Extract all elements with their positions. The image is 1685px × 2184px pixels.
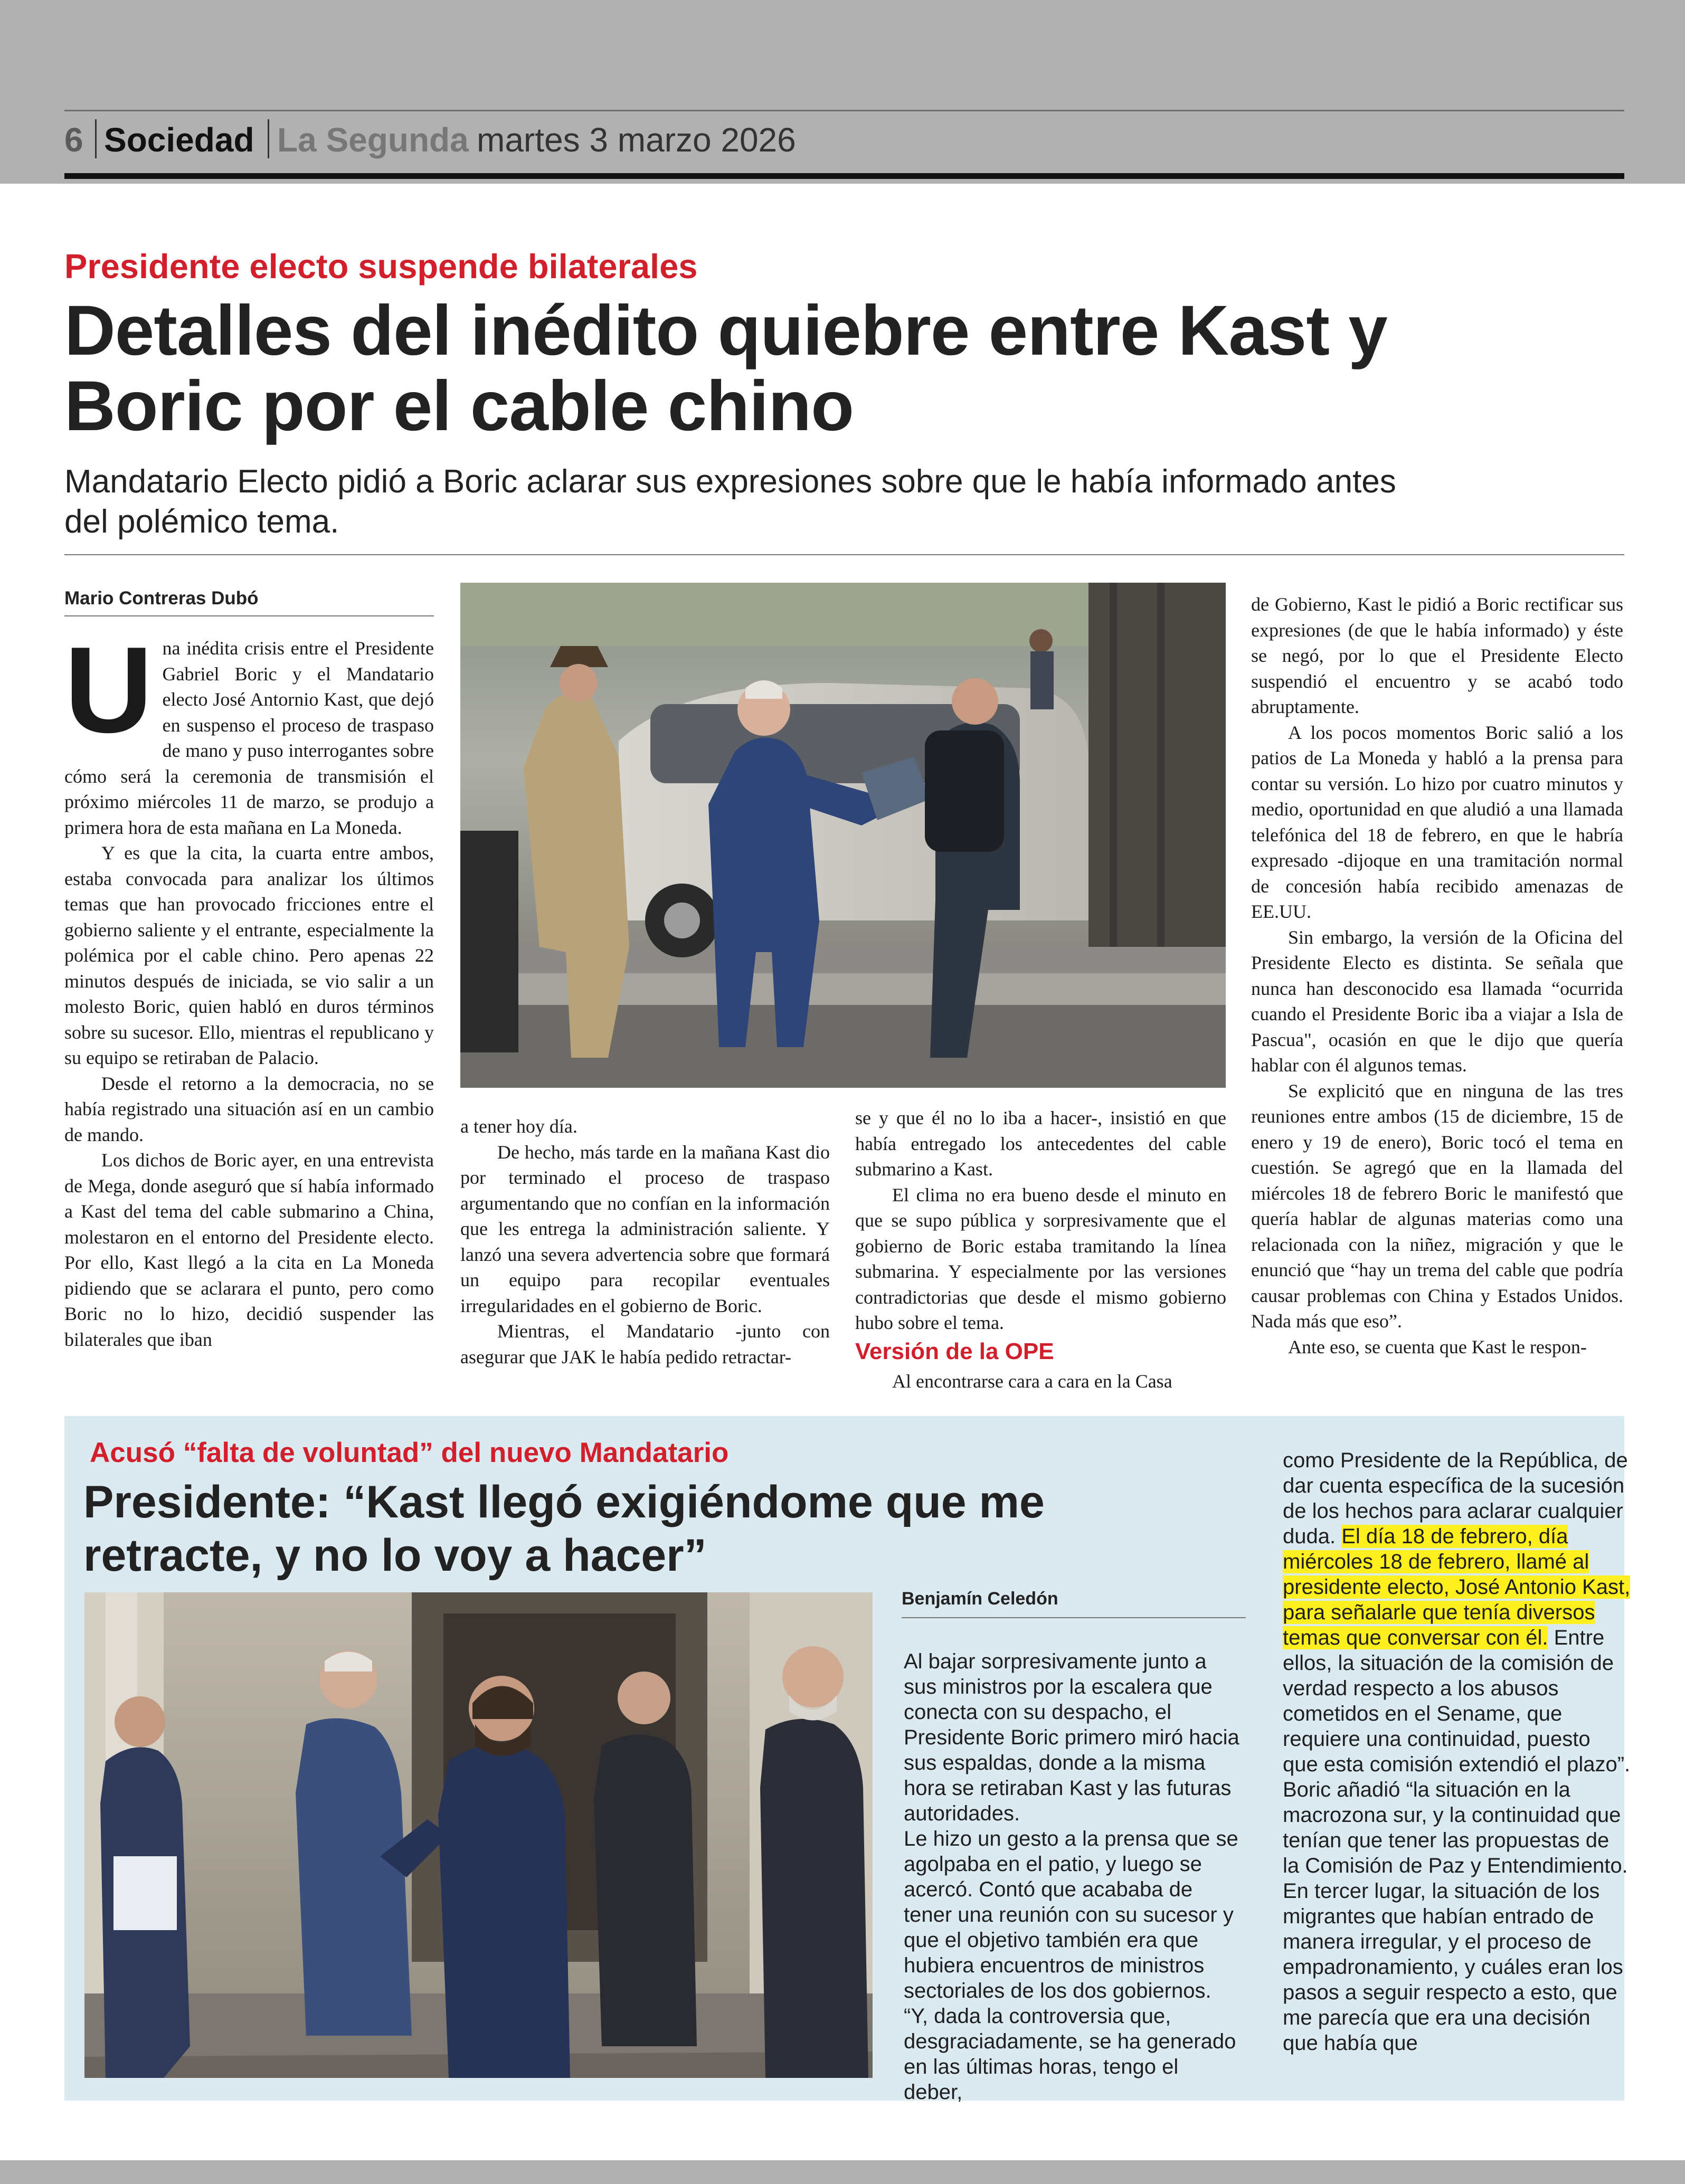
paragraph: a tener hoy día. xyxy=(460,1116,578,1137)
paragraph: Boric añadió “la situación en la macrozona sur, y la continuidad que tenían que tener las propuestas de la Comisión de Paz y Entendimiento. En tercer lugar, la situación de los migrantes que habían entrado de manera irregular, y el proceso de empadronamiento, y cuáles eran los pasos a seguir respecto a esto, que me parecía que era una decisión que había que xyxy=(1283,1778,1628,2055)
paragraph: A los pocos momentos Boric salió a los patios de La Moneda y habló a la prensa para contar su versión. Lo hizo por cuatro minutos y medio, oportunidad en que aludió a una llamada telefónica del 18 de febrero, en que le habría expresado -dijoque en una tramitación normal de concesión había recibido amenazas de EE.UU. xyxy=(1251,721,1623,922)
sidebar-byline-rule xyxy=(902,1617,1246,1618)
page-number: 6 xyxy=(64,121,83,159)
article-headline: Detalles del inédito quiebre entre Kast y Boric por el cable chino xyxy=(64,291,1387,445)
highlighted-quote: El día 18 de febrero, día miércoles 18 de febrero, llamé al presidente electo, José Antonio Kast, para señalarle que tenía diversos temas que conversar con él. xyxy=(1283,1525,1631,1649)
paragraph: Al bajar sorpresivamente junto a sus ministros por la escalera que conecta con su despacho, el Presidente Boric primero miró hacia sus espaldas, donde a la misma hora se retiraban Kast y las futuras autoridades. xyxy=(904,1650,1239,1825)
header-thick-rule xyxy=(64,173,1624,179)
sidebar-column-2 xyxy=(1283,1448,1631,2056)
article-column-2 xyxy=(460,1114,830,1370)
photo-boric-ministers xyxy=(84,1592,873,2078)
paragraph: De hecho, más tarde en la mañana Kast dio por terminado el proceso de traspaso argumentando que no confían en la información que les entrega la administración saliente. Y lanzó una severa advertencia sobre que formará un equipo para recopilar eventuales irregularidades en el gobierno de Boric. xyxy=(460,1141,830,1316)
issue-date: martes 3 marzo 2026 xyxy=(477,121,796,159)
publication-name: La Segunda xyxy=(277,121,469,159)
paragraph: Mientras, el Mandatario -junto con asegurar que JAK le había pedido retractar- xyxy=(460,1321,830,1368)
paragraph: Desde el retorno a la democracia, no se había registrado una situación así en un cambio de mando. xyxy=(64,1072,434,1145)
article-kicker: Presidente electo suspende bilaterales xyxy=(64,247,698,286)
article-deck: Mandatario Electo pidió a Boric aclarar sus expresiones sobre que le había informado antes del polémico tema. xyxy=(64,463,1396,540)
section-name: Sociedad xyxy=(104,121,254,159)
header-separator xyxy=(268,119,269,158)
sidebar-headline: Presidente: “Kast llegó exigiéndome que me retracte, y no lo voy a hacer” xyxy=(83,1477,1045,1581)
photo-kast-arrival-illustration xyxy=(460,583,1226,1088)
paragraph: Le hizo un gesto a la prensa que se agolpaba en el patio, y luego se acercó. Contó que acababa de tener una reunión con su sucesor y que el objetivo también era que hubiera encuentros de ministros sectoriales de los dos gobiernos. xyxy=(904,1827,1238,2002)
photo-boric-ministers-illustration xyxy=(84,1592,873,2078)
paragraph: se y que él no lo iba a hacer-, insistió en que había entregado los antecedentes del cable submarino a Kast. xyxy=(855,1107,1226,1180)
quote-text: Entre ellos, la situación de la comisión de verdad respecto a los abusos cometidos en el Sename, que requiere una continuidad, puesto que esta comisión extendió el plazo”. xyxy=(1283,1626,1631,1776)
quote-text: como Presidente de la República, de dar cuenta específica de la sucesión de los hechos para aclarar cualquier duda. xyxy=(1283,1449,1628,1548)
byline-rule xyxy=(64,615,434,616)
photo-kast-arrival xyxy=(460,583,1226,1088)
header-separator xyxy=(95,119,97,158)
header-rule xyxy=(64,110,1624,111)
paragraph: Los dichos de Boric ayer, en una entrevista de Mega, donde aseguró que sí había informado a Kast del tema del cable submarino a China, molestaron en el entorno del Presidente electo. Por ello, Kast llegó a la cita en La Moneda pidiendo que se aclarara el punto, pero como Boric no lo hizo, decidió suspender las bilaterales que iban xyxy=(64,1150,434,1350)
paragraph xyxy=(1283,1448,1631,1777)
paragraph: El clima no era bueno desde el minuto en que se supo pública y sorpresivamente que el gobierno de Boric estaba tramitando la línea submarina. Y especialmente por las versiones contradictorias que desde el mismo gobierno hubo sobre el tema. xyxy=(855,1184,1226,1333)
section-subhead: Versión de la OPE xyxy=(855,1338,1054,1364)
paragraph: na inédita crisis entre el Presidente Gabriel Boric y el Mandatario electo José Antornio Kast, que dejó en suspenso el proceso de traspaso de mano y puso interrogantes sobre cómo será la ceremonia de transmisión el próximo miércoles 11 de marzo, se produjo a primera hora de esta mañana en La Moneda. xyxy=(64,638,434,838)
article-column-4 xyxy=(1251,592,1623,1360)
article-column-3 xyxy=(855,1105,1226,1394)
drop-cap: U xyxy=(64,622,153,758)
sidebar-kicker: Acusó “falta de voluntad” del nuevo Mandatario xyxy=(90,1437,729,1468)
article-column-1 xyxy=(64,622,434,1352)
sidebar-byline: Benjamín Celedón xyxy=(902,1589,1058,1609)
paragraph: Ante eso, se cuenta que Kast le respon- xyxy=(1288,1336,1587,1357)
paragraph: “Y, dada la controversia que, desgraciadamente, se ha generado en las últimas horas, tengo el deber, xyxy=(904,2005,1236,2104)
paragraph: de Gobierno, Kast le pidió a Boric rectificar sus expresiones (de que le había informado) y éste se negó, por lo que el Presidente Electo suspendió el encuentro y se acabó todo abruptamente. xyxy=(1251,594,1623,717)
paragraph: Y es que la cita, la cuarta entre ambos, estaba convocada para analizar los últimos temas que han provocado fricciones entre el gobierno saliente y el entrante, especialmente la polémica por el cable chino. Pero apenas 22 minutos después de iniciada, se vio salir a un molesto Boric, quien habló en duros términos sobre su sucesor. Ello, mientras el republicano y su equipo se retiraban de Palacio. xyxy=(64,842,434,1068)
bottom-bar xyxy=(0,2160,1685,2184)
paragraph: Se explicitó que en ninguna de las tres reuniones entre ambos (15 de diciembre, 15 de enero y 19 de enero), Boric tocó el tema en cuestión. Se agregó que en la llamada del miércoles 18 de febrero Boric le manifestó que quería hablar de algunas materias como una relacionada con la niñez, migración y que le enunció que “hay un trema del cable que podría causar problemas con China y Estados Unidos. Nada más que eso”. xyxy=(1251,1080,1623,1332)
article-byline: Mario Contreras Dubó xyxy=(64,588,259,609)
paragraph: Sin embargo, la versión de la Oficina del Presidente Electo es distinta. Se señala que nunca han desconocido esa llamada “ocurrida cuando el Presidente Boric iba a viajar a Isla de Pascua", ocasión en que le dijo que quería hablar con él algunos temas. xyxy=(1251,926,1623,1076)
paragraph: Al encontrarse cara a cara en la Casa xyxy=(892,1370,1172,1392)
deck-rule xyxy=(64,554,1624,555)
sidebar-column-1 xyxy=(904,1649,1242,2105)
